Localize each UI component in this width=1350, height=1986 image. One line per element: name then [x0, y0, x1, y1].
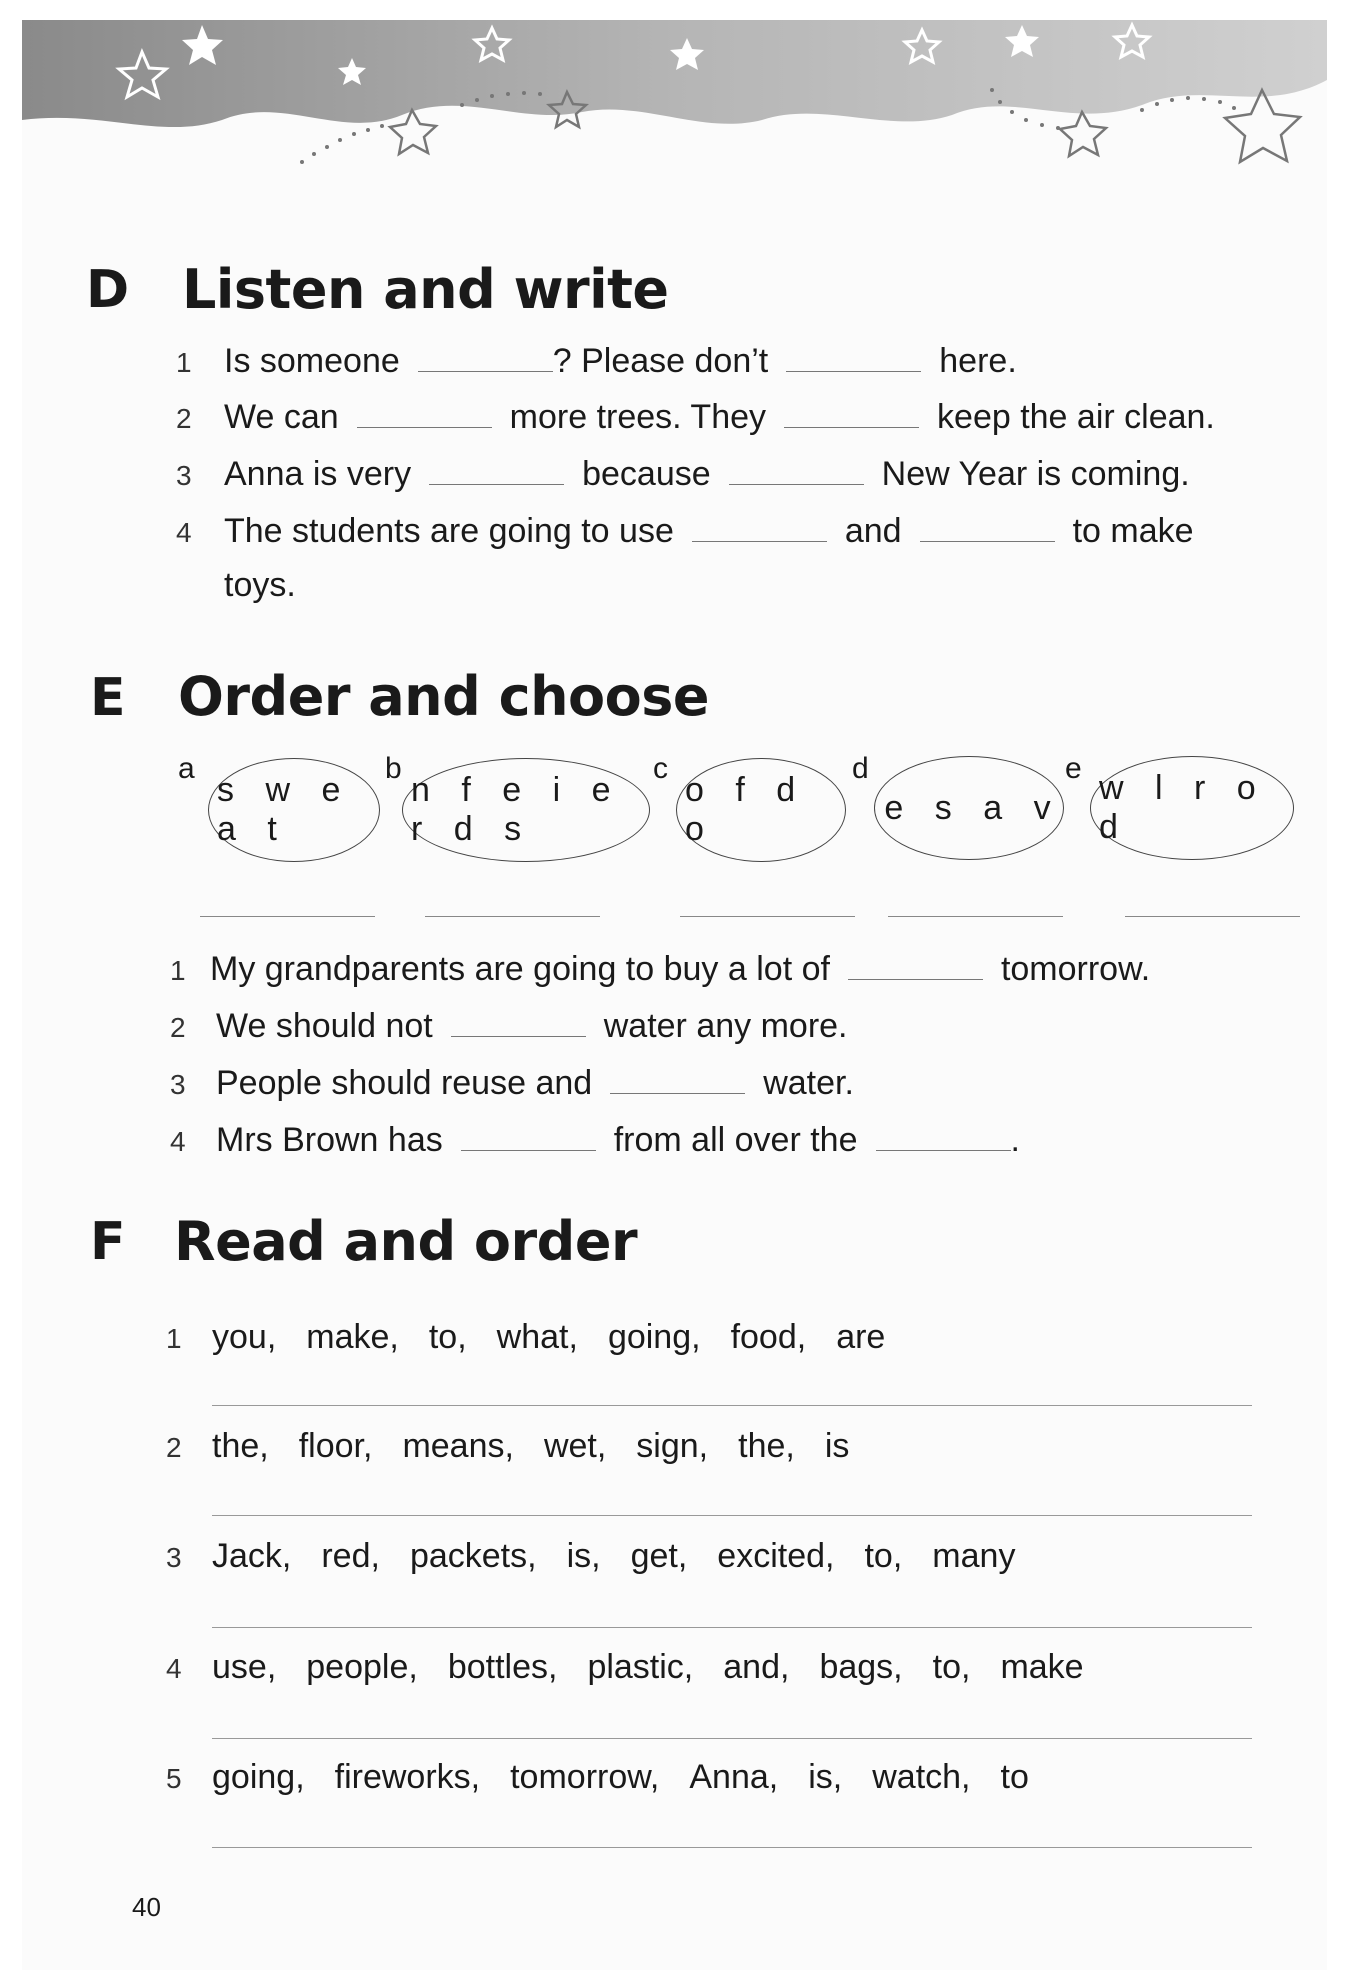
answer-blank[interactable]	[786, 370, 921, 372]
scrambled-word: e s a v	[874, 756, 1064, 860]
item-text: People should reuse and	[216, 1064, 593, 1102]
scrambled-word: n f e i e r d s	[402, 758, 650, 862]
answer-blank[interactable]	[418, 370, 553, 372]
item-text: toys.	[224, 566, 296, 604]
word: the,	[738, 1427, 795, 1465]
d-item-1	[176, 342, 1017, 381]
word: to,	[932, 1648, 971, 1686]
unscramble-answer-line[interactable]	[888, 916, 1063, 917]
scrambled-word: s w e a t	[208, 758, 380, 862]
item-text: Anna is very	[224, 455, 412, 493]
item-text: Is someone	[224, 342, 400, 380]
word: are	[836, 1318, 886, 1356]
answer-blank[interactable]	[848, 978, 983, 980]
option-label: a	[178, 752, 195, 785]
item-text: New Year is coming.	[881, 455, 1190, 493]
sentence-answer-line[interactable]	[212, 1515, 1252, 1516]
unscramble-answer-line[interactable]	[200, 916, 375, 917]
item-text: because	[582, 455, 711, 493]
word: excited,	[717, 1537, 835, 1575]
word: plastic,	[587, 1648, 694, 1686]
word: is	[824, 1427, 850, 1465]
item-text: .	[1010, 1121, 1020, 1159]
page-number: 40	[132, 1892, 161, 1922]
section-f-title: Read and order	[174, 1210, 638, 1273]
d-item-4	[176, 512, 1194, 551]
word: fireworks,	[334, 1758, 481, 1796]
word: to,	[864, 1537, 903, 1575]
word: the,	[212, 1427, 269, 1465]
item-text: and	[844, 512, 902, 550]
word: to,	[428, 1318, 467, 1356]
answer-blank[interactable]	[729, 483, 864, 485]
word: make,	[306, 1318, 399, 1356]
item-text: Mrs Brown has	[216, 1121, 443, 1159]
word: wet,	[543, 1427, 607, 1465]
section-e-letter: E	[90, 668, 126, 728]
item-text: The students are going to use	[224, 512, 674, 550]
star-banner	[22, 20, 1327, 200]
f-item-1	[166, 1318, 915, 1357]
d-item-2	[176, 398, 1215, 437]
item-number: 4	[166, 1653, 182, 1684]
word: food,	[730, 1318, 807, 1356]
answer-blank[interactable]	[784, 426, 919, 428]
item-text: tomorrow.	[1000, 950, 1151, 988]
item-text: We should not	[216, 1007, 433, 1045]
item-text: water any more.	[603, 1007, 848, 1045]
word: people,	[306, 1648, 418, 1686]
item-number: 2	[170, 1012, 186, 1043]
item-number: 4	[170, 1126, 186, 1157]
word: bags,	[819, 1648, 903, 1686]
word: going,	[212, 1758, 305, 1796]
item-text: keep the air clean.	[937, 398, 1215, 436]
word: get,	[630, 1537, 688, 1575]
f-item-3	[166, 1537, 1045, 1576]
word: watch,	[872, 1758, 971, 1796]
f-item-4	[166, 1648, 1114, 1687]
item-number: 2	[166, 1432, 182, 1463]
answer-blank[interactable]	[461, 1149, 596, 1151]
item-number: 2	[176, 403, 192, 434]
item-text: more trees. They	[509, 398, 767, 436]
item-text: ? Please don’t	[552, 342, 769, 380]
answer-blank[interactable]	[876, 1149, 1011, 1151]
item-number: 3	[176, 460, 192, 491]
word: make	[1000, 1648, 1084, 1686]
option-label: e	[1065, 752, 1082, 785]
item-number: 5	[166, 1763, 182, 1794]
word: sign,	[636, 1427, 709, 1465]
e-item-4	[170, 1121, 1020, 1160]
answer-blank[interactable]	[610, 1092, 745, 1094]
item-text: We can	[224, 398, 339, 436]
item-text: water.	[763, 1064, 854, 1102]
f-item-2	[166, 1427, 879, 1466]
star-outline-icon	[1225, 90, 1300, 162]
item-number: 1	[166, 1323, 182, 1354]
option-label: b	[385, 752, 402, 785]
e-item-1	[170, 950, 1150, 989]
e-item-2	[170, 1007, 848, 1046]
e-item-3	[170, 1064, 854, 1103]
star-outline-icon	[1060, 112, 1106, 156]
section-d-letter: D	[86, 260, 130, 320]
word: many	[932, 1537, 1016, 1575]
word: is,	[808, 1758, 843, 1796]
section-e-title: Order and choose	[178, 665, 709, 728]
item-number: 4	[176, 517, 192, 548]
word: Anna,	[689, 1758, 779, 1796]
word: what,	[496, 1318, 578, 1356]
section-d-title: Listen and write	[182, 258, 669, 321]
answer-blank[interactable]	[920, 540, 1055, 542]
scrambled-word: w l r o d	[1090, 756, 1294, 860]
answer-blank[interactable]	[429, 483, 564, 485]
f-item-5	[166, 1758, 1059, 1797]
word: floor,	[298, 1427, 373, 1465]
word: and,	[723, 1648, 790, 1686]
word: red,	[321, 1537, 380, 1575]
word: use,	[212, 1648, 277, 1686]
unscramble-answer-line[interactable]	[1125, 916, 1300, 917]
d-item-3	[176, 455, 1190, 494]
sentence-answer-line[interactable]	[212, 1847, 1252, 1848]
item-text: here.	[939, 342, 1017, 380]
item-text: My grandparents are going to buy a lot of	[210, 950, 830, 988]
section-f-letter: F	[90, 1212, 126, 1272]
sentence-answer-line[interactable]	[212, 1405, 1252, 1406]
unscramble-answer-line[interactable]	[680, 916, 855, 917]
answer-blank[interactable]	[692, 540, 827, 542]
item-text: to make	[1072, 512, 1194, 550]
word: going,	[607, 1318, 701, 1356]
word: Jack,	[212, 1537, 292, 1575]
option-label: d	[852, 752, 869, 785]
item-number: 3	[166, 1542, 182, 1573]
answer-blank[interactable]	[357, 426, 492, 428]
word: means,	[402, 1427, 514, 1465]
word: you,	[212, 1318, 277, 1356]
item-number: 1	[176, 347, 192, 378]
option-label: c	[653, 752, 668, 785]
unscramble-answer-line[interactable]	[425, 916, 600, 917]
word: packets,	[409, 1537, 537, 1575]
sentence-answer-line[interactable]	[212, 1627, 1252, 1628]
answer-blank[interactable]	[451, 1035, 586, 1037]
item-number: 3	[170, 1069, 186, 1100]
word: is,	[566, 1537, 601, 1575]
item-text: from all over the	[613, 1121, 858, 1159]
word: bottles,	[447, 1648, 558, 1686]
word: tomorrow,	[510, 1758, 660, 1796]
scrambled-word: o f d o	[676, 758, 846, 862]
item-number: 1	[170, 955, 186, 986]
sentence-answer-line[interactable]	[212, 1738, 1252, 1739]
word: to	[1000, 1758, 1029, 1796]
